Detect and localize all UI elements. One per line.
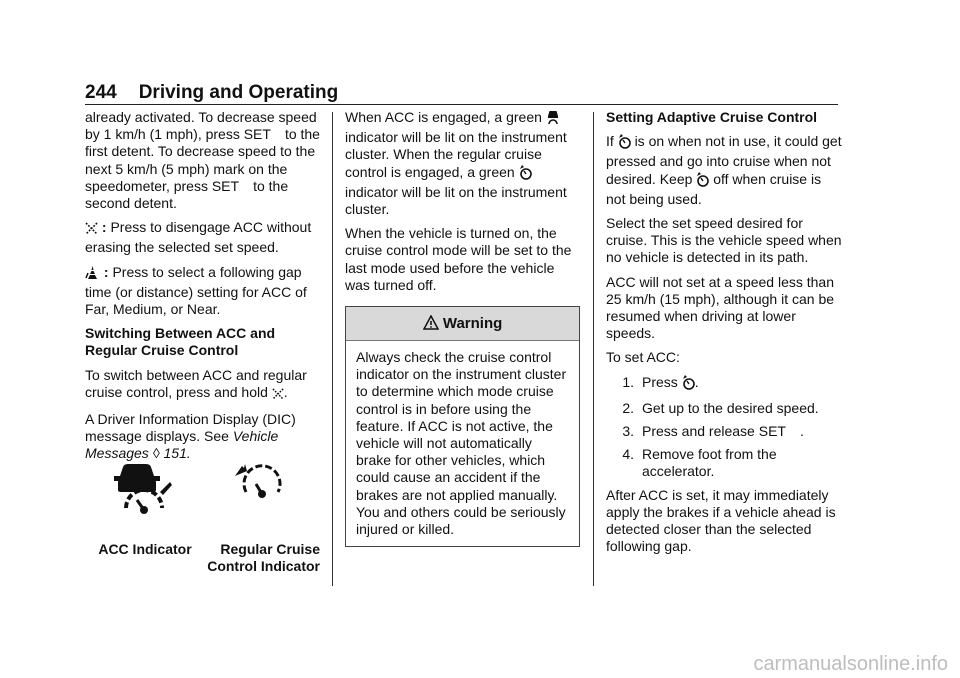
list-item: 4. Remove foot from the accelerator. — [622, 446, 777, 480]
section-title: Driving and Operating — [138, 82, 339, 103]
cruise-control-icon — [696, 172, 709, 191]
cancel-item: : Press to disengage ACC without erasing the selected set speed. — [85, 219, 312, 256]
cancel-icon — [272, 387, 284, 404]
cancel-desc: Press to disengage ACC without erasing the selected set speed. — [85, 219, 312, 256]
cruise-control-icon — [682, 375, 695, 394]
acc-indicator-small-icon — [546, 110, 560, 129]
paragraph: ACC will not set at a speed less than 25 km/h (15 mph), although it can be resumed when driving at lower speeds. — [606, 273, 835, 342]
paragraph: If is on when not in use, it could get pressed and go into cruise when not desired. Keep off when cruise is not being used. — [606, 133, 842, 207]
gap-desc: Press to select a following gap time (or distance) setting for ACC of Far, Medium, or Near. — [85, 263, 307, 318]
column-1 — [85, 109, 321, 470]
paragraph: already activated. To decrease speed by 1 km/h (1 mph), press SET to the first detent. To decrease speed to the next 5 km/h (5 mph) mark on the speedometer, press SET to the second detent. — [85, 109, 320, 212]
warning-box — [345, 306, 580, 547]
column-divider-1 — [332, 112, 333, 586]
section-heading: Setting Adaptive Cruise Control — [606, 109, 818, 125]
gap-item: : Press to select a following gap time (or distance) setting for ACC of Far, Medium, or Near. — [85, 263, 307, 318]
page-header — [85, 82, 338, 104]
warning-body: Always check the cruise control indicator on the instrument cluster to determine which mode cruise control is in before using the feature. If ACC is not active, the vehicle will not automatically brake for other vehicles, which could cause an accident if the brakes are not applied manually. You and others could be seriously injured or killed. — [356, 349, 567, 538]
column-2 — [345, 109, 581, 547]
warning-title: Warning — [442, 315, 503, 333]
paragraph: A Driver Information Display (DIC) message displays. See Vehicle Messages ◊ 151. — [85, 411, 296, 462]
column-divider-2 — [593, 112, 594, 586]
warning-header — [346, 307, 579, 341]
vehicle-messages-link[interactable]: Vehicle Messages — [85, 428, 279, 462]
cancel-icon — [85, 222, 98, 239]
watermark: carmanualsonline.info — [753, 653, 948, 675]
page-ref: 151 — [163, 445, 187, 462]
page-number: 244 — [85, 82, 117, 103]
steps-list — [606, 374, 842, 481]
column-3 — [606, 109, 842, 562]
page-ref-icon: ◊ — [152, 445, 160, 462]
list-item: 3. Press and release SET . — [622, 423, 804, 440]
warning-icon — [423, 310, 439, 343]
following-gap-icon — [85, 265, 100, 284]
paragraph: When ACC is engaged, a green indicator will be lit on the instrument cluster. When the regular cruise control is engaged, a green indicator will be lit on the instrument cluster. — [345, 109, 567, 218]
header-rule — [85, 104, 838, 105]
regular-cruise-caption: Regular Cruise Control Indicator — [207, 541, 320, 574]
list-item: 1. Press . — [606, 374, 842, 394]
paragraph: After ACC is set, it may immediately apply the brakes if a vehicle ahead is detected closer than the selected following gap. — [606, 486, 836, 555]
regular-cruise-indicator-icon — [232, 462, 292, 521]
paragraph: When the vehicle is turned on, the cruise control mode will be set to the last mode used before the vehicle was turned off. — [345, 225, 572, 293]
paragraph: To switch between ACC and regular cruise control, press and hold . — [85, 367, 321, 404]
acc-indicator-caption: ACC Indicator — [98, 541, 192, 557]
list-item: 2. Get up to the desired speed. — [622, 399, 819, 416]
acc-indicator-icon — [112, 462, 176, 521]
paragraph: Select the set speed desired for cruise. This is the vehicle speed when no vehicle is detected in its path. — [606, 215, 842, 266]
cruise-control-icon — [618, 134, 631, 153]
section-heading: Switching Between ACC and Regular Cruise Control — [85, 325, 276, 359]
cruise-control-icon — [519, 165, 532, 184]
paragraph: To set ACC: — [606, 349, 680, 366]
